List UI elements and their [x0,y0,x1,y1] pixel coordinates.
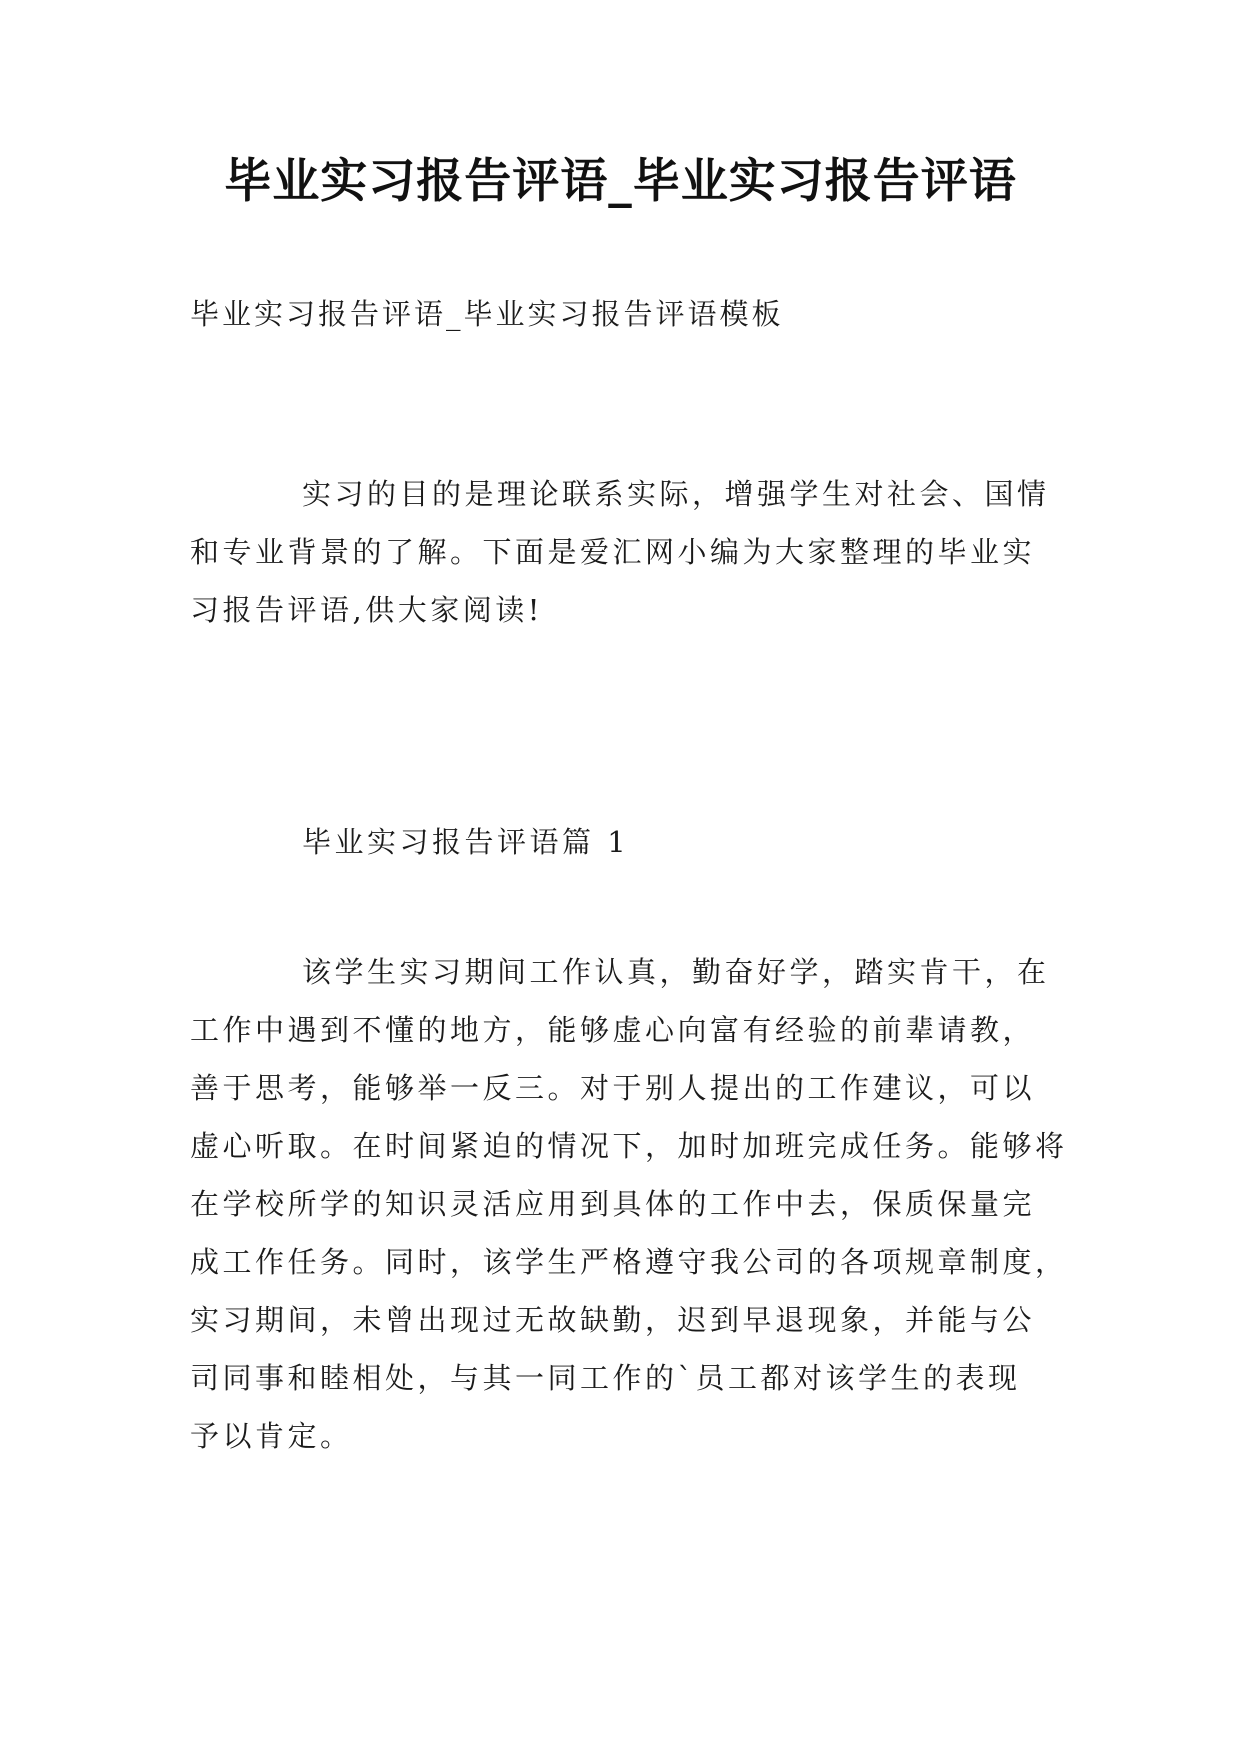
body-line: 善于思考，能够举一反三。对于别人提出的工作建议，可以 [190,1071,1036,1105]
intro-line: 实习的目的是理论联系实际，增强学生对社会、国情 [302,477,1050,511]
body-line: 司同事和睦相处，与其一同工作的`员工都对该学生的表现 [190,1361,1021,1395]
body-line: 工作中遇到不懂的地方，能够虚心向富有经验的前辈请教， [190,1013,1036,1047]
intro-line: 习报告评语,供大家阅读! [190,593,543,627]
body-line: 实习期间，未曾出现过无故缺勤，迟到早退现象，并能与公 [190,1303,1036,1337]
body-line: 该学生实习期间工作认真，勤奋好学，踏实肯干，在 [302,955,1050,989]
document-subtitle: 毕业实习报告评语_毕业实习报告评语模板 [190,297,784,331]
section-heading: 毕业实习报告评语篇 1 [302,825,630,859]
body-line: 成工作任务。同时，该学生严格遵守我公司的各项规章制度， [190,1245,1068,1279]
body-line: 虚心听取。在时间紧迫的情况下，加时加班完成任务。能够将 [190,1129,1068,1163]
body-line: 在学校所学的知识灵活应用到具体的工作中去，保质保量完 [190,1187,1036,1221]
body-paragraph [190,943,1070,1465]
body-line: 予以肯定。 [190,1419,353,1453]
intro-paragraph [190,465,1070,639]
document-title: 毕业实习报告评语_毕业实习报告评语 [224,154,1017,209]
intro-line: 和专业背景的了解。下面是爱汇网小编为大家整理的毕业实 [190,535,1036,569]
